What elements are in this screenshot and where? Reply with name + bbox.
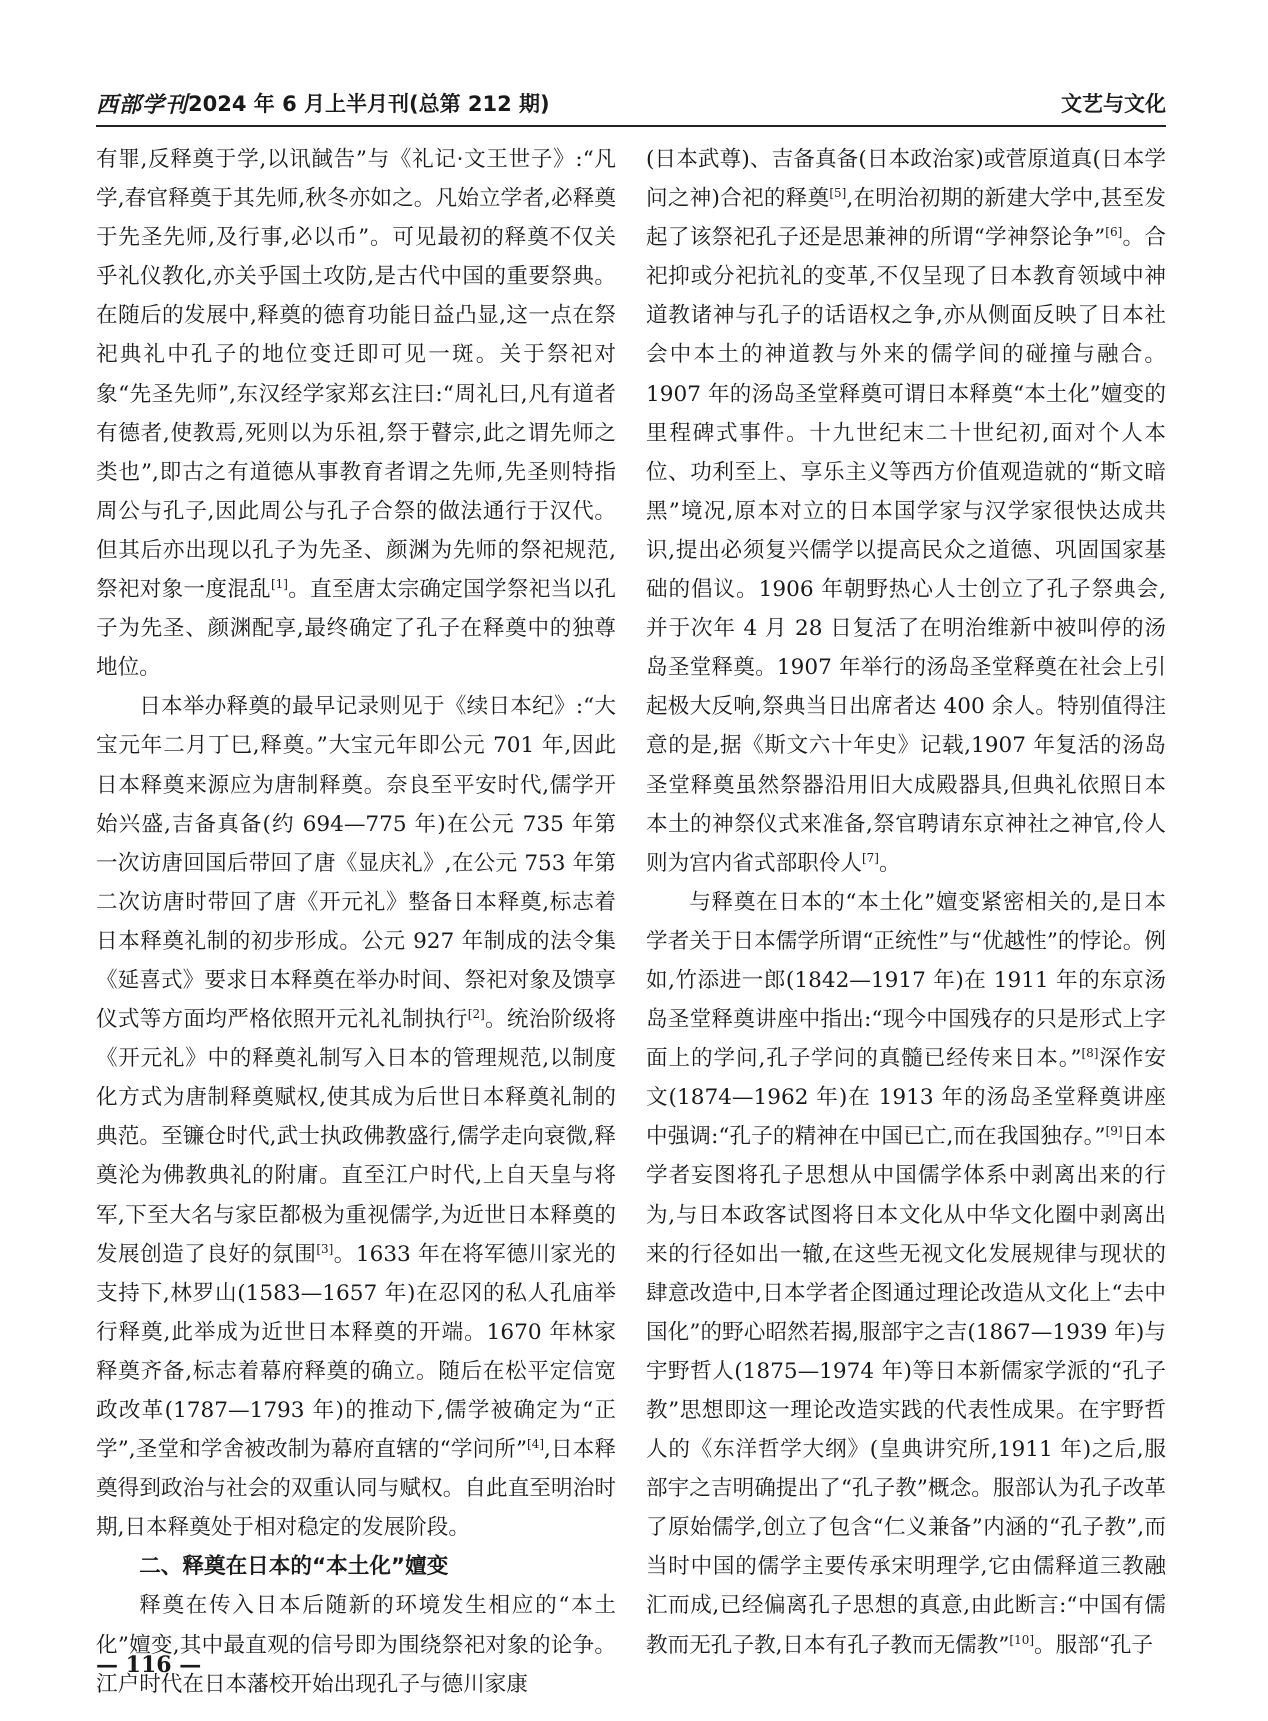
page-number: — 116 — [96, 1652, 202, 1678]
citation-ref: [10] [1009, 1632, 1035, 1647]
paragraph: 释奠在传入日本后随新的环境发生相应的“本土化”嬗变,其中最直观的信号即为围绕祭祀对象的论争。江户时代在日本藩校开始出现孔子与德川家康 [96, 1593, 616, 1697]
citation-ref: [7] [861, 850, 879, 865]
paragraph-text: 深作安文(1874—1962 年)在 1913 年的汤岛圣堂释奠讲座中强调:“孔子的精神在中国已亡,而在我国独存。” [646, 1046, 1166, 1150]
running-header [96, 84, 1166, 124]
paragraph [646, 883, 1166, 1665]
paragraph [96, 140, 616, 687]
paragraph-text: ,在明治初期的新建大学中,甚至发起了该祭祀孔子还是思兼神的所谓“学神祭论争” [646, 186, 1166, 251]
paragraph-text: 日本学者妄图将孔子思想从中国儒学体系中剥离出来的行为,与日本政客试图将日本文化从中华文化圈中剥离出来的行径如出一辙,在这些无视文化发展规律与现状的肆意改造中,日本学者企图通过理论改造从文化上“去中国化”的野心昭然若揭,服部宇之吉(1867—1939 年)与宇野哲人(1875—1974 年)等日本新儒家学派的“孔子教”思想即这一理论改造实践的代表性成果。在宇野哲人的《东洋哲学大纲》(皇典讲究所,1911 年)之后,服部宇之吉明确提出了“孔子教”概念。服部认为孔子改革了原始儒学,创立了包含“仁义兼备”内涵的“孔子教”,而当时中国的儒学主要传承宋明理学,它由儒释道三教融汇而成,已经偏离孔子思想的真意,由此断言:“中国有儒教而无孔子教,日本有孔子教而无儒教” [646, 1124, 1166, 1658]
citation-ref: [8] [1081, 1046, 1099, 1061]
paragraph [96, 687, 616, 1547]
paragraph [646, 140, 1166, 883]
paragraph-text: 日本举办释奠的最早记录则见于《续日本纪》:“大宝元年二月丁巳,释奠。”大宝元年即公元 701 年,因此日本释奠来源应为唐制释奠。奈良至平安时代,儒学开始兴盛,吉备真备(约 694—775 年)在公元 735 年第一次访唐回国后带回了唐《显庆礼》,在公元 753 年第二次访唐时带回了唐《开元礼》整备日本释奠,标志着日本释奠礼制的初步形成。公元 927 年制成的法令集《延喜式》要求日本释奠在举办时间、祭祀对象及馈享仪式等方面均严格依照开元礼礼制执行 [96, 694, 616, 1033]
paragraph-text: 。 [878, 850, 901, 876]
citation-ref: [2] [467, 1007, 485, 1022]
citation-ref: [3] [316, 1241, 334, 1256]
citation-ref: [1] [270, 577, 288, 592]
citation-ref: [9] [1105, 1124, 1123, 1139]
journal-name: 西部学刊 [96, 92, 189, 118]
right-column [646, 140, 1166, 1665]
left-column [96, 140, 616, 1704]
paragraph-text: 。服部“孔子 [1034, 1632, 1154, 1658]
paragraph-text: 。合祀抑或分祀抗礼的变革,不仅呈现了日本教育领域中神道教诸神与孔子的话语权之争,亦从侧面反映了日本社会中本土的神道教与外来的儒学间的碰撞与融合。1907 年的汤岛圣堂释奠可谓日本释奠“本土化”嬗变的里程碑式事件。十九世纪末二十世纪初,面对个人本位、功利至上、享乐主义等西方价值观造就的“斯文暗黑”境况,原本对立的日本国学家与汉学家很快达成共识,提出必须复兴儒学以提高民众之道德、巩固国家基础的倡议。1906 年朝野热心人士创立了孔子祭典会,并于次年 4 月 28 日复活了在明治维新中被叫停的汤岛圣堂释奠。1907 年举行的汤岛圣堂释奠在社会上引起极大反响,祭典当日出席者达 400 余人。特别值得注意的是,据《斯文六十年史》记载,1907 年复活的汤岛圣堂释奠虽然祭器沿用旧大成殿器具,但典礼依照日本本土的神祭仪式来准备,祭官聘请东京神社之神官,伶人则为宫内省式部职伶人 [646, 225, 1166, 876]
paragraph-text: (日本武尊)、吉备真备(日本政治家)或菅原道真(日本学问之神)合祀的释奠 [646, 147, 1166, 212]
section-heading: 二、释奠在日本的“本土化”嬗变 [139, 1554, 449, 1580]
paragraph-text: 有罪,反释奠于学,以讯馘告”与《礼记·文王世子》:“凡学,春官释奠于其先师,秋冬亦如之。凡始立学者,必释奠于先圣先师,及行事,必以币”。可见最初的释奠不仅关乎礼仪教化,亦关乎国土攻防,是古代中国的重要祭典。在随后的发展中,释奠的德育功能日益凸显,这一点在祭祀典礼中孔子的地位变迁即可见一斑。关于祭祀对象“先圣先师”,东汉经学家郑玄注曰:“周礼曰,凡有道者有德者,使教焉,死则以为乐祖,祭于瞽宗,此之谓先师之类也”,即古之有道德从事教育者谓之先师,先圣则特指周公与孔子,因此周公与孔子合祭的做法通行于汉代。但其后亦出现以孔子为先圣、颜渊为先师的祭祀规范,祭祀对象一度混乱 [96, 147, 616, 603]
section-name: 文艺与文化 [1061, 92, 1166, 116]
issue-info: 2024 年 6 月上半月刊(总第 212 期) [188, 92, 550, 116]
paragraph-text: 。统治阶级将《开元礼》中的释奠礼制写入日本的管理规范,以制度化方式为唐制释奠赋权,使其成为后世日本释奠礼制的典范。至镰仓时代,武士执政佛教盛行,儒学走向衰微,释奠沦为佛教典礼的附庸。直至江户时代,上自天皇与将军,下至大名与家臣都极为重视儒学,为近世日本释奠的发展创造了良好的氛围 [96, 1007, 616, 1267]
paragraph-text: ,日本释奠得到政治与社会的双重认同与赋权。自此直至明治时期,日本释奠处于相对稳定的发展阶段。 [96, 1437, 616, 1541]
citation-ref: [4] [527, 1437, 544, 1452]
citation-ref: [6] [1105, 225, 1123, 240]
header-rule [96, 125, 1166, 127]
paragraph-text: 。直至唐太宗确定国学祭祀当以孔子为先圣、颜渊配享,最终确定了孔子在释奠中的独尊地位。 [96, 577, 616, 681]
paragraph-text: 。1633 年在将军德川家光的支持下,林罗山(1583—1657 年)在忍冈的私人孔庙举行释奠,此举成为近世日本释奠的开端。1670 年林家释奠齐备,标志着幕府释奠的确立。随后在松平定信宽政改革(1787—1793 年)的推动下,儒学被确定为“正学”,圣堂和学舍被改制为幕府直辖的“学问所” [96, 1241, 616, 1463]
paragraph-text: 与释奠在日本的“本土化”嬗变紧密相关的,是日本学者关于日本儒学所谓“正统性”与“优越性”的悖论。例如,竹添进一郎(1842—1917 年)在 1911 年的东京汤岛圣堂释奠讲座中指出:“现今中国残存的只是形式上字面上的学问,孔子学问的真髓已经传来日本。” [646, 889, 1166, 1072]
citation-ref: [5] [829, 186, 847, 201]
